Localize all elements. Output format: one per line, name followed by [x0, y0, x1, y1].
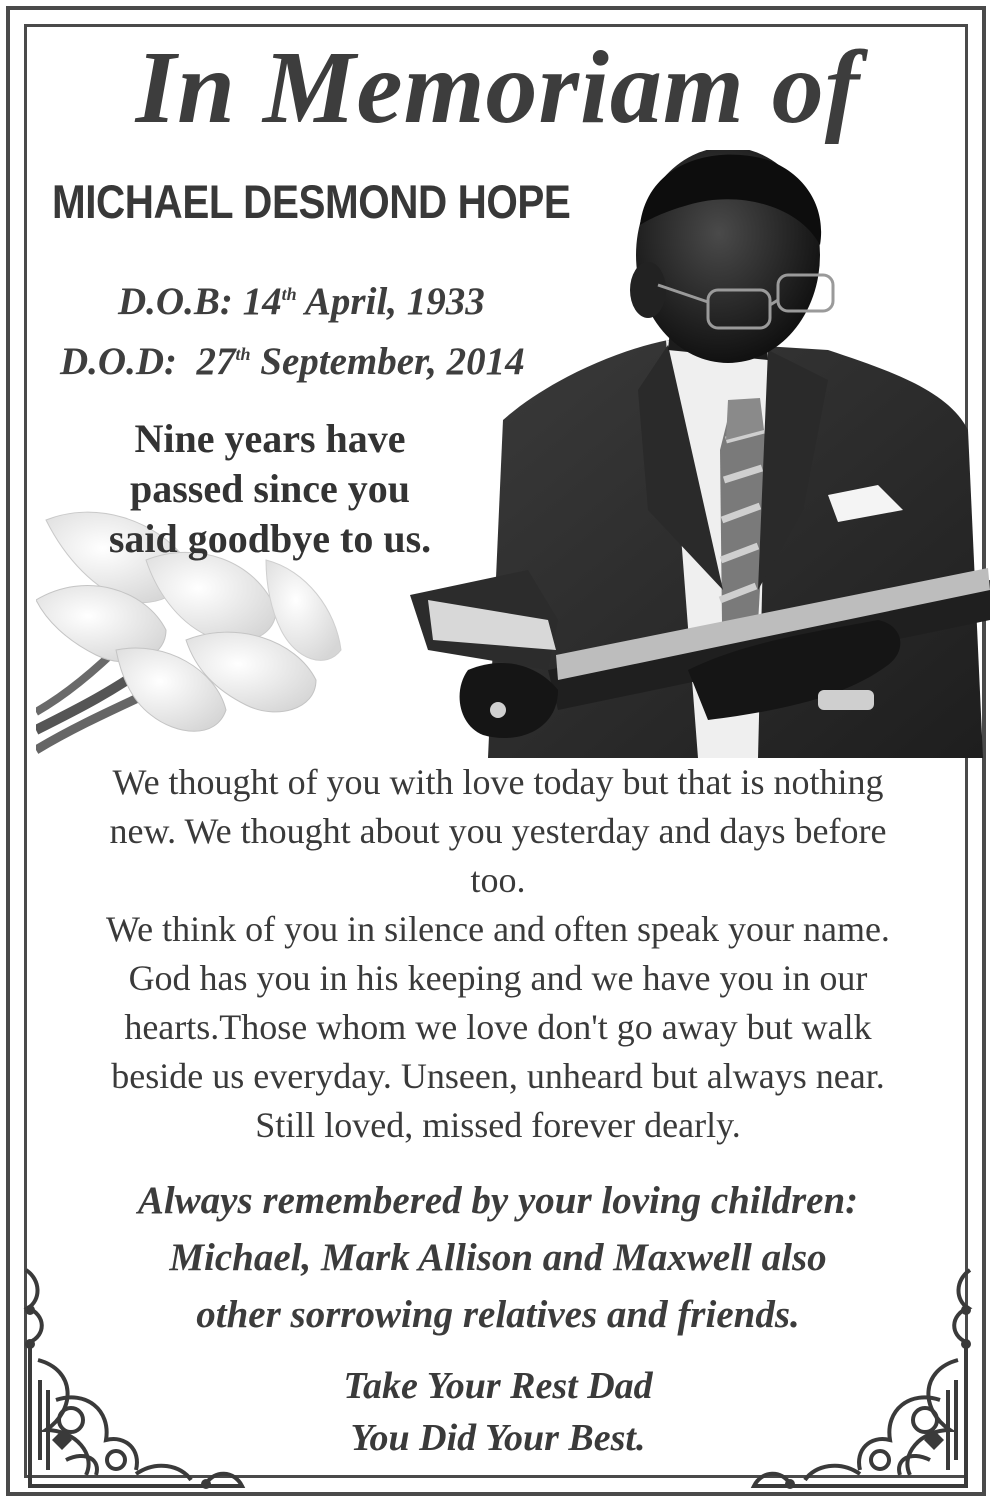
poem-line: new. We thought about you yesterday and days before [109, 811, 887, 851]
closing-line: Take Your Rest Dad [343, 1365, 653, 1407]
deceased-name: MICHAEL DESMOND HOPE [52, 175, 571, 228]
man-reading-book-photo [408, 150, 990, 758]
poem-line: We think of you in silence and often speak your name. [106, 909, 890, 949]
dod-rest: September, 2014 [260, 340, 525, 383]
remembered-line: other sorrowing relatives and friends. [196, 1293, 800, 1336]
ornamental-corner-right [740, 1260, 980, 1500]
closing-line: You Did Your Best. [350, 1417, 646, 1459]
dob-day: 14 [242, 280, 282, 323]
remembered-line: Michael, Mark Allison and Maxwell also [169, 1236, 827, 1279]
poem-line: God has you in his keeping and we have you in our [128, 958, 868, 998]
poem-line: We thought of you with love today but that is nothing [112, 762, 884, 802]
ornamental-corner-left [16, 1260, 256, 1500]
poem-line: Still loved, missed forever dearly. [255, 1105, 741, 1145]
years-passed-line: Nine years have [134, 416, 406, 461]
dod-day: 27 [196, 340, 236, 383]
memoriam-title: In Memoriam of [135, 30, 861, 145]
dod-suffix: th [235, 344, 251, 364]
poem-line: hearts.Those whom we love don't go away but walk [124, 1007, 872, 1047]
closing-message [240, 1360, 756, 1464]
years-passed-line: said goodbye to us. [108, 516, 432, 561]
years-passed-line: passed since you [129, 466, 411, 511]
poem-line: too. [470, 860, 526, 900]
dob-label: D.O.B: [118, 280, 233, 323]
remembered-line: Always remembered by your loving children: [137, 1179, 859, 1222]
poem-line: beside us everyday. Unseen, unheard but always near. [111, 1056, 885, 1096]
dob-rest: April, 1933 [304, 280, 485, 323]
memorial-poem [40, 758, 956, 1150]
dob-suffix: th [281, 284, 297, 304]
dod-label: D.O.D: [60, 340, 177, 383]
